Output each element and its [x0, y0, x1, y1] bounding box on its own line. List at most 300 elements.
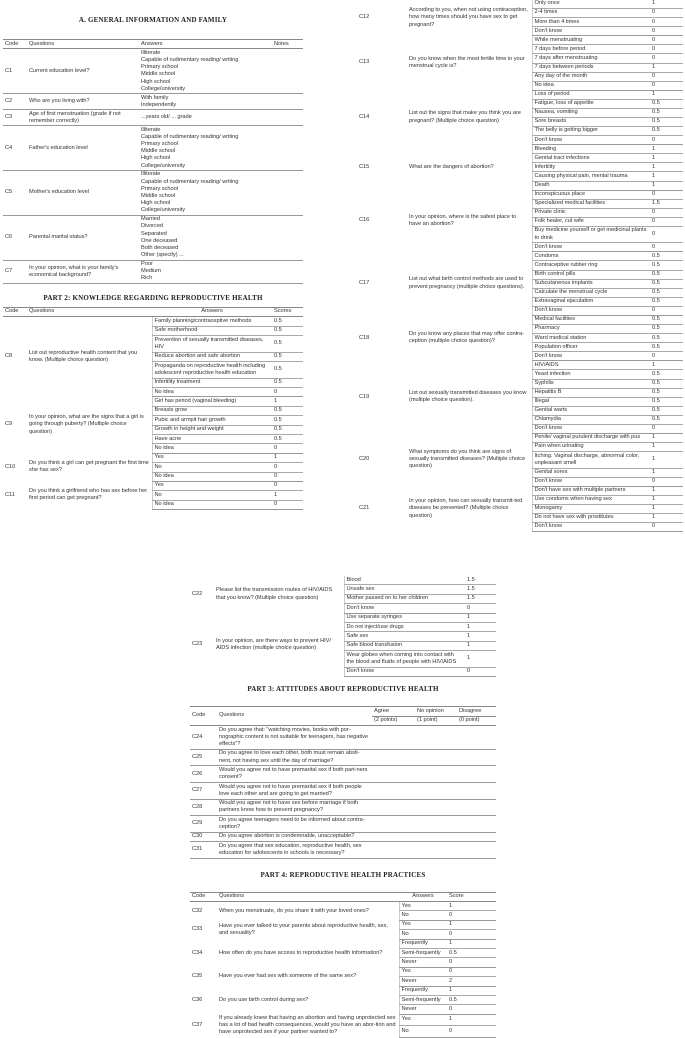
answer-score: 1 — [447, 920, 496, 929]
scores-header: Score — [447, 892, 496, 901]
table-row — [3, 317, 303, 326]
table-row — [190, 902, 496, 911]
scores-header: Scores — [272, 307, 303, 316]
answer-option: Hepatitis B — [532, 388, 650, 397]
disagree-cell — [457, 842, 496, 859]
answer-option: Illiterate — [141, 171, 161, 178]
answer-score: 0 — [650, 226, 683, 242]
question-code: C5 — [3, 171, 27, 216]
question-text: In your opinion, how can sexually transmit-ted diseases be prevented? (Multiple choice question) — [409, 497, 523, 519]
table-row — [3, 94, 303, 110]
answer-option: Medical facilities — [532, 315, 650, 324]
questions-header: Questions — [27, 307, 152, 316]
answer-score: 2 — [447, 977, 496, 986]
answer-score: 1 — [650, 90, 683, 99]
answer-option: High school — [141, 155, 171, 162]
answer-option: Other (specify) ... — [141, 252, 184, 259]
answer-score: 0 — [650, 477, 683, 486]
agree-cell — [372, 799, 415, 816]
question-code: C9 — [5, 421, 13, 428]
answer-score: 0.5 — [272, 336, 303, 353]
answer-score: 1 — [465, 632, 496, 641]
question-code: C21 — [359, 505, 370, 512]
disagree-cell — [457, 725, 496, 749]
no-opinion-cell — [415, 725, 457, 749]
answer-score: 0 — [650, 136, 683, 145]
answer-option: Genital warts — [532, 406, 650, 415]
answer-option: Use condoms when having sex — [532, 495, 650, 504]
question-text: In your opinion, are there ways to prevent HIV/ AIDS infection (multiple choice question) — [216, 637, 331, 651]
answer-score: 0 — [447, 1026, 496, 1037]
answer-option: Nausea, vomiting — [532, 108, 650, 117]
answer-option: 7 days between periods — [532, 63, 650, 72]
answer-option: Separated — [141, 230, 167, 237]
answer-score: 0.5 — [272, 434, 303, 443]
question-text: List out sexually transmitted diseases you know (multiple choice question). — [409, 389, 527, 404]
table-row — [3, 171, 303, 216]
answer-option: Do not have sex with prostitutes — [532, 513, 650, 522]
answer-score: 1 — [650, 452, 683, 468]
question-code: C4 — [3, 126, 27, 171]
part2-title: PART 2: KNOWLEDGE REGARDING REPRODUCTIVE HEALTH — [43, 293, 263, 302]
answer-option: No idea — [152, 387, 272, 396]
answer-score: 0.5 — [650, 415, 683, 424]
table-row — [190, 816, 496, 833]
answer-option: More than 4 times — [532, 18, 650, 27]
question-text: Father's education level — [27, 126, 139, 171]
answer-option: Never — [399, 958, 447, 967]
answer-option: Don't know — [532, 477, 650, 486]
part4-title: PART 4: REPRODUCTIVE HEALTH PRACTICES — [260, 870, 426, 879]
answer-score: 0.5 — [650, 343, 683, 352]
answer-option: Frequently — [399, 986, 447, 995]
answer-option: ...years old/ ... grade — [141, 114, 192, 121]
answer-option: Don't know — [532, 27, 650, 36]
answer-option: Pubic and armpit hair growth — [152, 416, 272, 425]
disagree-cell — [457, 749, 496, 766]
answer-option: No — [399, 930, 447, 939]
answer-option: Itching. Vaginal discharge, abnormal color, unpleasant smell — [532, 452, 650, 468]
no-opinion-header: No opinion — [415, 707, 457, 716]
answer-option: Don't know — [532, 424, 650, 433]
answer-score: 0 — [272, 444, 303, 453]
answer-option: Primary school — [141, 185, 178, 192]
answer-option: High school — [141, 200, 171, 207]
question-text: In your opinion, what are the signs that a girl is going through puberty? (Multiple choice question) — [29, 414, 144, 435]
answer-score: 1 — [447, 939, 496, 948]
knowledge-table-left — [3, 307, 303, 510]
table-row — [190, 842, 496, 859]
table-row — [190, 920, 496, 929]
question-code: C19 — [359, 393, 370, 400]
answer-option: High school — [141, 78, 171, 85]
table-row — [190, 782, 496, 799]
answer-score: 0.5 — [650, 261, 683, 270]
answer-option: Poor — [141, 260, 153, 267]
answer-score: 0.5 — [650, 370, 683, 379]
table-row — [190, 725, 496, 749]
practices-table — [190, 892, 496, 1038]
answer-option: Safe motherhood — [152, 326, 272, 335]
answer-score: 0.5 — [272, 352, 303, 361]
answer-option: Monogamy — [532, 504, 650, 513]
answer-option: Reduce abortion and safe abortion — [152, 352, 272, 361]
answer-score: 0 — [447, 911, 496, 920]
answer-option: 2-4 times — [532, 9, 650, 18]
answer-score: 1 — [465, 641, 496, 650]
answer-score: 0 — [650, 424, 683, 433]
answer-option: Divorced — [141, 223, 164, 230]
answer-options — [139, 94, 272, 110]
answer-option: Don't know — [532, 243, 650, 252]
table-row — [3, 453, 303, 462]
answer-option: Any day of the month — [532, 72, 650, 81]
answer-option: Don't know — [532, 352, 650, 361]
answer-score: 0 — [650, 243, 683, 252]
answer-score: 1 — [650, 361, 683, 370]
no-opinion-points-header: (1 point) — [415, 716, 457, 725]
table-row — [190, 613, 496, 622]
answer-score: 0.5 — [650, 288, 683, 297]
answer-option: Independently — [141, 101, 177, 108]
agree-cell — [372, 749, 415, 766]
agree-cell — [372, 816, 415, 833]
answer-option: Never — [399, 977, 447, 986]
answer-score: 0 — [650, 352, 683, 361]
answer-option: No — [152, 463, 272, 472]
answer-option: Subcutaneous implants — [532, 279, 650, 288]
question-code: C13 — [359, 59, 370, 66]
answer-option: Illiterate — [141, 126, 161, 133]
question-code: C36 — [192, 996, 203, 1003]
answer-option: Middle school — [141, 148, 176, 155]
agree-cell — [372, 766, 415, 783]
answer-score: 0 — [650, 27, 683, 36]
answer-option: Don't know — [532, 306, 650, 315]
answer-option: No idea — [152, 472, 272, 481]
code-header: Code — [3, 307, 27, 316]
answer-option: No — [399, 911, 447, 920]
answer-score: 0 — [650, 190, 683, 199]
table-row — [357, 190, 683, 199]
answer-option: Do not inject/use drugs — [344, 623, 465, 632]
question-text: Do you agree that sex education, reproductive health, sex education for adolescents in schools is necessary? — [217, 842, 372, 859]
table-row — [3, 397, 303, 406]
answer-score: 0.5 — [650, 279, 683, 288]
answer-score: 1.5 — [465, 594, 496, 603]
answer-score: 0.5 — [272, 425, 303, 434]
answer-option: Blood — [344, 576, 465, 585]
answer-score: 1 — [650, 486, 683, 495]
answer-options — [139, 110, 272, 126]
answer-option: Inconspicuous place — [532, 190, 650, 199]
answer-option: No idea — [532, 81, 650, 90]
table-row — [357, 90, 683, 99]
table-row — [357, 252, 683, 261]
answer-option: Don't know — [344, 604, 465, 613]
answer-option: Yeast infection — [532, 370, 650, 379]
question-code: C25 — [190, 749, 217, 766]
answer-score: 0.5 — [272, 326, 303, 335]
table-row — [190, 1014, 496, 1025]
question-code: C30 — [190, 832, 217, 841]
answer-score: 0.5 — [272, 317, 303, 326]
answer-option: Bleeding — [532, 145, 650, 154]
answer-option: Growth in height and weight — [152, 425, 272, 434]
question-text: Do you think a girlfriend who has sex before her first period can get pregnant? — [29, 488, 148, 502]
answer-score: 0.5 — [650, 127, 683, 136]
questions-header: Questions — [217, 892, 399, 901]
question-text: When you menstruate, do you share it with your loved ones? — [219, 907, 369, 914]
question-text: List out what birth control methods are used to prevent pregnancy (multiple choice questions). — [409, 276, 525, 290]
no-opinion-cell — [415, 766, 457, 783]
answer-score: 1 — [272, 397, 303, 406]
answer-score: 1 — [272, 453, 303, 462]
answer-option: Unsafe sex — [344, 585, 465, 594]
answer-option: Infertility treatment — [152, 378, 272, 387]
answers-header: Answers — [399, 892, 447, 901]
disagree-header: Disagree — [457, 707, 496, 716]
answer-score: 1 — [650, 513, 683, 522]
answer-score: 0.5 — [650, 252, 683, 261]
disagree-cell — [457, 782, 496, 799]
answer-option: Fatigue, loss of appetite — [532, 99, 650, 108]
question-code: C1 — [3, 49, 27, 94]
answer-score: 0.5 — [650, 325, 683, 334]
attitudes-table — [190, 706, 496, 859]
notes-header: Notes — [272, 40, 303, 49]
question-text: In your opinion, what is your family's economical background? — [27, 260, 139, 283]
answer-option: Primary school — [141, 64, 178, 71]
question-code: C29 — [190, 816, 217, 833]
disagree-cell — [457, 832, 496, 841]
general-info-table — [3, 39, 303, 284]
notes-cell — [272, 49, 303, 94]
answer-option: Yes — [399, 967, 447, 976]
answer-option: Both deceased — [141, 244, 179, 251]
table-row — [3, 481, 303, 490]
answer-option: Only once — [532, 0, 650, 9]
notes-cell — [272, 126, 303, 171]
no-opinion-cell — [415, 799, 457, 816]
answer-score: 0.5 — [272, 378, 303, 387]
question-code: C22 — [192, 590, 203, 597]
question-text: Do you agree teenagers need to be informed about contra-ception? — [217, 816, 372, 833]
question-text: Do you use birth control during sex? — [219, 996, 309, 1003]
answer-score: 0 — [650, 72, 683, 81]
question-code: C16 — [359, 217, 370, 224]
answer-option: Pharmacy — [532, 325, 650, 334]
answer-score: 1 — [650, 181, 683, 190]
answer-score: 1 — [650, 63, 683, 72]
answer-option: Capable of rudimentary reading/ writing — [141, 56, 239, 63]
answers-header: Answers — [152, 307, 272, 316]
question-code: C6 — [3, 215, 27, 260]
notes-cell — [272, 215, 303, 260]
question-text: Do you agree to love each other, both must remain absti-nent, not having sex until the day of marriage? — [217, 749, 372, 766]
answer-score: 0 — [272, 463, 303, 472]
answer-score: 1 — [650, 495, 683, 504]
answer-score: 0.5 — [650, 270, 683, 279]
disagree-cell — [457, 816, 496, 833]
answer-score: 0.5 — [447, 995, 496, 1004]
answer-option: College/university — [141, 207, 185, 214]
answer-option: No — [152, 491, 272, 500]
answer-option: Ward medical station — [532, 334, 650, 343]
question-code: C26 — [190, 766, 217, 783]
answer-option: Wear globes when coming into contact with the blood and fluids of people with HIV/AIDS — [344, 651, 465, 668]
answers-header: Answers — [139, 40, 272, 49]
answer-option: Semi-frequently — [399, 995, 447, 1004]
question-text: List out reproductive health content that you know. (Multiple choice question) — [29, 349, 138, 364]
answer-score: 1 — [650, 145, 683, 154]
answer-score: 0 — [650, 306, 683, 315]
table-row — [190, 832, 496, 841]
answer-score: 0.5 — [447, 949, 496, 958]
question-text: Do you think a girl can get pregnant the first time she has sex? — [29, 460, 149, 474]
question-text: How often do you have access to reproductive health information? — [219, 949, 383, 956]
answer-score: 0.5 — [650, 118, 683, 127]
question-code: C33 — [192, 926, 203, 933]
answer-score: 0 — [465, 667, 496, 676]
answer-option: Don't know — [532, 136, 650, 145]
question-code: C23 — [192, 641, 203, 648]
table-row — [357, 361, 683, 370]
answer-score: 1 — [447, 986, 496, 995]
answer-option: No idea — [152, 444, 272, 453]
table-row — [190, 766, 496, 783]
table-row — [3, 215, 303, 260]
answer-option: Condoms — [532, 252, 650, 261]
answer-options — [139, 260, 272, 283]
question-code: C12 — [359, 14, 370, 21]
table-row — [357, 36, 683, 45]
question-text: Who are you living with? — [27, 94, 139, 110]
table-row — [357, 486, 683, 495]
answer-score: 1 — [650, 0, 683, 9]
answer-score: 1 — [465, 613, 496, 622]
answer-option: Primary school — [141, 140, 178, 147]
answer-option: Middle school — [141, 71, 176, 78]
answer-option: Causing physical pain, mental trauma — [532, 172, 650, 181]
answer-option: College/university — [141, 162, 185, 169]
question-code: C15 — [359, 163, 370, 170]
question-code: C17 — [359, 280, 370, 287]
answer-option: Extravaginal ejaculation — [532, 297, 650, 306]
part3-title: PART 3: ATTITUDES ABOUT REPRODUCTIVE HEALTH — [247, 685, 439, 694]
question-text: Do you know when the most fertile time in your menstrual cycle is? — [409, 55, 525, 70]
answer-score: 0 — [650, 45, 683, 54]
notes-cell — [272, 94, 303, 110]
answer-option: Breasts grow — [152, 406, 272, 415]
answer-score: 0.5 — [650, 379, 683, 388]
answer-option: Medium — [141, 268, 161, 275]
question-text: Do you agree abortion is condemnable, unacceptable? — [217, 832, 372, 841]
answer-option: Chlamydia — [532, 415, 650, 424]
answer-options — [139, 215, 272, 260]
answer-option: Private clinic — [532, 208, 650, 217]
answer-option: Buy medicine yourself or get medicinal plants to drink — [532, 226, 650, 242]
answer-score: 1.5 — [465, 585, 496, 594]
answer-option: Illiterate — [141, 49, 161, 56]
question-text: What are the dangers of abortion? — [409, 163, 494, 170]
answer-option: No idea — [152, 500, 272, 509]
answer-option: 7 days after menstruating — [532, 54, 650, 63]
question-code: C27 — [190, 782, 217, 799]
answer-score: 1 — [447, 1014, 496, 1025]
answer-option: Loss of period — [532, 90, 650, 99]
no-opinion-cell — [415, 749, 457, 766]
answer-score: 0 — [650, 81, 683, 90]
knowledge-table-right — [357, 0, 683, 532]
answer-score: 1 — [650, 163, 683, 172]
answer-score: 0 — [650, 54, 683, 63]
question-code: C18 — [359, 334, 370, 341]
question-code: C3 — [3, 110, 27, 126]
code-header: Code — [190, 892, 217, 901]
answer-option: Don't have sex with multiple partners — [532, 486, 650, 495]
answer-option: Pain when urinating — [532, 443, 650, 452]
table-row — [190, 939, 496, 948]
answer-options — [139, 49, 272, 94]
question-code: C35 — [192, 973, 203, 980]
answer-option: Sore breasts — [532, 118, 650, 127]
question-code: C11 — [5, 491, 15, 498]
answer-option: Genital tract infections — [532, 154, 650, 163]
question-code: C31 — [190, 842, 217, 859]
answer-option: Contraceptive rubber ring — [532, 261, 650, 270]
answer-score: 0.5 — [272, 362, 303, 379]
answer-score: 0 — [447, 930, 496, 939]
agree-header: Agree — [372, 707, 415, 716]
answer-score: 0 — [650, 522, 683, 531]
right-column — [357, 0, 683, 532]
question-text: Have you ever had sex with someone of the same sex? — [219, 973, 357, 980]
answer-options — [139, 126, 272, 171]
agree-cell — [372, 842, 415, 859]
answer-option: Married — [141, 216, 160, 223]
answer-score: 1 — [650, 468, 683, 477]
disagree-points-header: (0 point) — [457, 716, 496, 725]
answer-option: Family planning/contraceptive methods — [152, 317, 272, 326]
question-code: C32 — [192, 907, 203, 914]
answer-score: 0.5 — [272, 416, 303, 425]
question-code: C28 — [190, 799, 217, 816]
answer-score: 1 — [447, 902, 496, 911]
answer-option: Girl has period (vaginal bleeding) — [152, 397, 272, 406]
answer-score: 0 — [650, 208, 683, 217]
table-row — [190, 986, 496, 995]
table-row — [3, 49, 303, 94]
knowledge-table-continued — [190, 576, 496, 677]
agree-points-header: (2 points) — [372, 716, 415, 725]
answer-score: 0 — [650, 18, 683, 27]
table-row — [190, 799, 496, 816]
answer-option: Don't know — [344, 667, 465, 676]
agree-cell — [372, 725, 415, 749]
answer-option: Semi-frequently — [399, 949, 447, 958]
answer-score: 0.5 — [650, 406, 683, 415]
code-header: Code — [3, 40, 27, 49]
answer-option: Have acne — [152, 434, 272, 443]
answer-score: 0.5 — [650, 315, 683, 324]
answer-option: Specialized medical facilities — [532, 199, 650, 208]
section-a-title: A. GENERAL INFORMATION AND FAMILY — [78, 16, 228, 24]
question-text: Age of first menstruation (grade if not remember correctly) — [27, 110, 139, 126]
question-text: Would you agree not to have premarital sex if both people love each other and are going to get married? — [217, 782, 372, 799]
answer-option: Capable of rudimentary reading/ writing — [141, 178, 239, 185]
question-code: C34 — [192, 949, 203, 956]
